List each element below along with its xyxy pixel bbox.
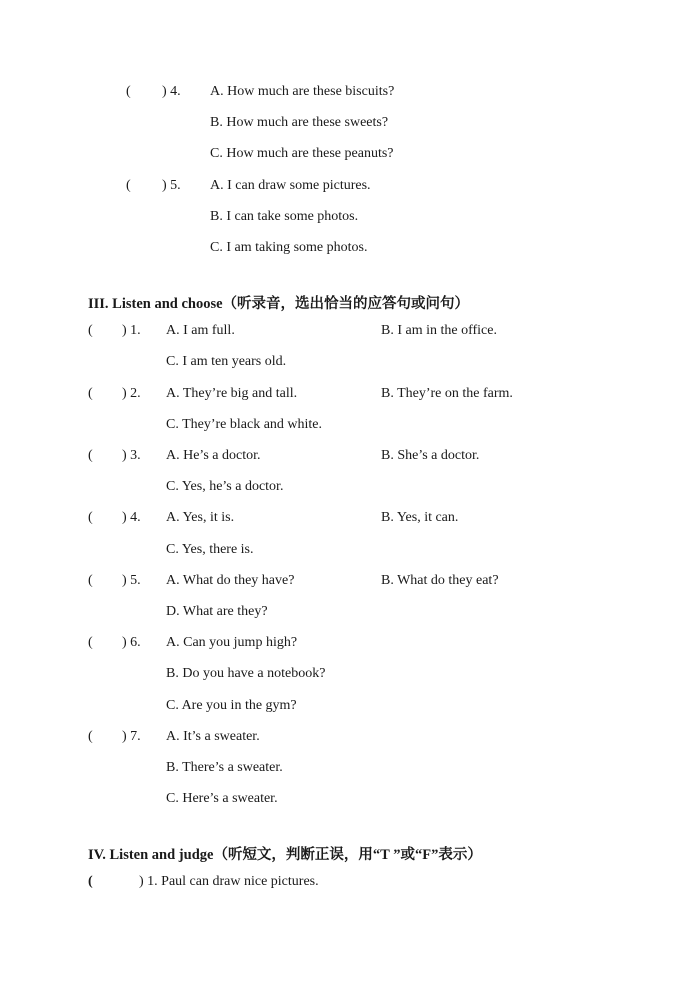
option-c: C. How much are these peanuts? <box>210 146 394 161</box>
question-number: ) 6. <box>122 635 141 650</box>
option-c: C. Yes, he’s a doctor. <box>166 479 284 494</box>
question-number: ) 2. <box>122 386 141 401</box>
option-b: B. There’s a sweater. <box>166 760 283 775</box>
option-d: D. What are they? <box>166 604 268 619</box>
option-b: B. I can take some photos. <box>210 209 359 224</box>
question-number: ) 5. <box>122 573 141 588</box>
option-a: A. What do they have? <box>166 573 295 588</box>
question-number: ) 1. <box>122 323 141 338</box>
option-b: B. Yes, it can. <box>381 510 459 525</box>
option-a: A. I can draw some pictures. <box>210 178 371 193</box>
answer-paren-open: ( <box>88 386 93 401</box>
answer-paren-open: ( <box>88 448 93 463</box>
option-c: C. Yes, there is. <box>166 542 254 557</box>
answer-paren-open: ( <box>88 510 93 525</box>
option-a: A. How much are these biscuits? <box>210 84 395 99</box>
question-number: ) 7. <box>122 729 141 744</box>
option-a: A. They’re big and tall. <box>166 386 298 401</box>
option-b: B. She’s a doctor. <box>381 448 480 463</box>
option-b: B. They’re on the farm. <box>381 386 513 401</box>
answer-paren-open: ( <box>88 729 93 744</box>
answer-paren-open: ( <box>88 323 93 338</box>
option-b: B. I am in the office. <box>381 323 497 338</box>
option-c: C. Are you in the gym? <box>166 698 297 713</box>
question-number: ) 4. <box>122 510 141 525</box>
question-number: ) 3. <box>122 448 141 463</box>
answer-paren-open: ( <box>126 84 131 99</box>
option-c: C. I am taking some photos. <box>210 240 368 255</box>
option-c: C. I am ten years old. <box>166 354 287 369</box>
option-a: A. Can you jump high? <box>166 635 298 650</box>
judge-statement: ) 1. Paul can draw nice pictures. <box>139 874 319 889</box>
question-number: ) 4. <box>162 84 181 99</box>
question-number: ) 5. <box>162 178 181 193</box>
section-heading-iii: III. Listen and choose（听录音，选出恰当的应答句或问句） <box>88 296 470 312</box>
option-c: C. Here’s a sweater. <box>166 791 278 806</box>
option-a: A. It’s a sweater. <box>166 729 260 744</box>
answer-paren-open: ( <box>88 573 93 588</box>
section-heading-iv: IV. Listen and judge（听短文，判断正误，用“T ”或“F”表示） <box>88 847 482 863</box>
option-b: B. How much are these sweets? <box>210 115 389 130</box>
option-b: B. Do you have a notebook? <box>166 666 326 681</box>
answer-paren-open: ( <box>88 635 93 650</box>
answer-paren-open: ( <box>126 178 131 193</box>
answer-paren-open: ( <box>88 874 93 889</box>
option-a: A. Yes, it is. <box>166 510 235 525</box>
option-c: C. They’re black and white. <box>166 417 323 432</box>
option-a: A. I am full. <box>166 323 235 338</box>
option-a: A. He’s a doctor. <box>166 448 261 463</box>
option-b: B. What do they eat? <box>381 573 499 588</box>
